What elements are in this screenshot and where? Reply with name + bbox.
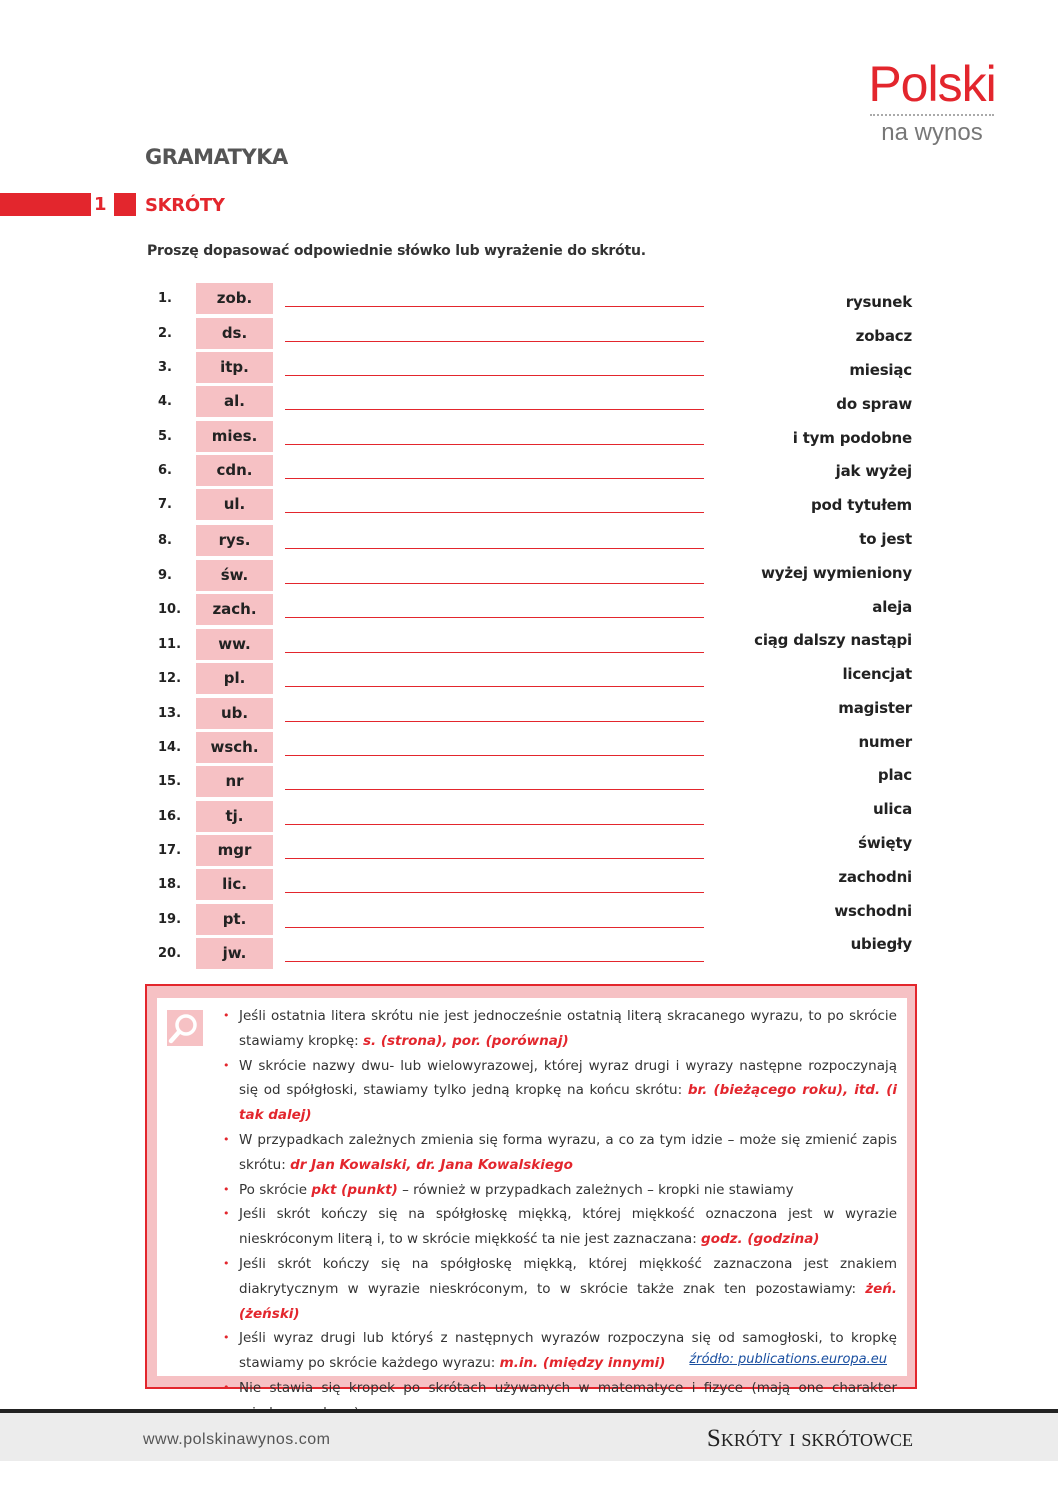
abbreviation: rys. <box>196 525 273 556</box>
answer-line[interactable] <box>285 409 704 410</box>
word-option: zachodni <box>838 868 912 886</box>
exercise-row <box>0 766 720 800</box>
word-option: numer <box>858 733 912 751</box>
word-option: wschodni <box>834 902 912 920</box>
row-number: 1. <box>158 291 172 306</box>
rule-item <box>217 1202 897 1252</box>
row-number: 15. <box>158 774 182 789</box>
rule-text: Jeśli wyraz drugi lub któryś z następnych wyrazów rozpoczyna się od samogłoski, to kropkę stawiamy po skrócie każdego wyrazu: <box>239 1330 897 1372</box>
rule-example: żeń. (żeński) <box>239 1280 897 1322</box>
rule-item <box>217 1128 897 1178</box>
exercise-row <box>0 698 720 732</box>
word-option: licencjat <box>842 665 912 683</box>
abbreviation: wsch. <box>196 732 273 763</box>
rule-item <box>217 1252 897 1326</box>
answer-line[interactable] <box>285 617 704 618</box>
exercise-row <box>0 594 720 628</box>
exercise-row <box>0 421 720 455</box>
row-number: 17. <box>158 843 182 858</box>
rule-example: pkt (punkt) <box>311 1181 398 1198</box>
abbreviation: zach. <box>196 594 273 625</box>
abbreviation: zob. <box>196 283 273 314</box>
word-option: wyżej wymieniony <box>761 564 912 582</box>
exercise-row <box>0 352 720 386</box>
answer-line[interactable] <box>285 686 704 687</box>
abbreviation: ul. <box>196 489 273 520</box>
abbreviation: itp. <box>196 352 273 383</box>
answer-line[interactable] <box>285 789 704 790</box>
answer-line[interactable] <box>285 858 704 859</box>
answer-line[interactable] <box>285 548 704 549</box>
exercise-row <box>0 386 720 420</box>
abbreviation: św. <box>196 560 273 591</box>
exercise-title: SKRÓTY <box>145 195 225 216</box>
abbreviation: pl. <box>196 663 273 694</box>
footer-title: Skróty i skrótowce <box>706 1425 913 1452</box>
answer-line[interactable] <box>285 583 704 584</box>
row-number: 4. <box>158 394 172 409</box>
answer-line[interactable] <box>285 512 704 513</box>
answer-line[interactable] <box>285 478 704 479</box>
row-number: 8. <box>158 533 172 548</box>
word-option: magister <box>838 699 912 717</box>
rule-text: Jeśli skrót kończy się na spółgłoskę miękką, której miękkość zaznaczona jest znakiem diakrytycznym w wyrazie nieskróconym, to w skrócie także znak ten pozostawiamy: <box>239 1255 897 1297</box>
section-title: GRAMATYKA <box>145 145 288 169</box>
abbreviation: al. <box>196 386 273 417</box>
row-number: 20. <box>158 946 182 961</box>
logo-divider <box>870 114 994 116</box>
rule-text-after: – również w przypadkach zależnych – kropki nie stawiamy <box>397 1181 794 1198</box>
abbreviation: cdn. <box>196 455 273 486</box>
exercise-row <box>0 801 720 835</box>
row-number: 14. <box>158 740 182 755</box>
exercise-row <box>0 525 720 559</box>
exercise-number: 1 <box>94 194 107 215</box>
word-option: ciąg dalszy nastąpi <box>754 631 912 649</box>
answer-line[interactable] <box>285 961 704 962</box>
rule-example: godz. (godzina) <box>701 1231 820 1248</box>
answer-line[interactable] <box>285 375 704 376</box>
answer-line[interactable] <box>285 755 704 756</box>
row-number: 9. <box>158 568 172 583</box>
exercise-row <box>0 869 720 903</box>
rules-box-inner <box>157 998 907 1396</box>
answer-line[interactable] <box>285 444 704 445</box>
word-option: pod tytułem <box>811 496 912 514</box>
word-option: to jest <box>859 530 912 548</box>
abbreviation: lic. <box>196 869 273 900</box>
exercise-row <box>0 455 720 489</box>
row-number: 16. <box>158 809 182 824</box>
word-option: miesiąc <box>849 361 912 379</box>
row-number: 3. <box>158 360 172 375</box>
logo-sub: na wynos <box>881 119 983 146</box>
abbreviation: ub. <box>196 698 273 729</box>
row-number: 11. <box>158 637 182 652</box>
logo-main: Polski <box>868 56 996 112</box>
rule-text: Nie stawia się kropek po skrótach używanych w matematyce i fizyce (mają one charakter <box>239 1379 897 1396</box>
rule-example: dr Jan Kowalski, dr. Jana Kowalskiego <box>290 1156 573 1173</box>
row-number: 10. <box>158 602 182 617</box>
rule-text: Po skrócie <box>239 1181 312 1198</box>
exercise-row <box>0 904 720 938</box>
abbreviation: mies. <box>196 421 273 452</box>
exercise-row <box>0 938 720 972</box>
abbreviation: ww. <box>196 629 273 660</box>
word-option: rysunek <box>845 293 912 311</box>
answer-line[interactable] <box>285 721 704 722</box>
abbreviation: pt. <box>196 904 273 935</box>
exercise-row <box>0 560 720 594</box>
answer-line[interactable] <box>285 892 704 893</box>
word-option: ubiegły <box>850 935 912 953</box>
word-option: plac <box>877 766 912 784</box>
rule-example: br. (bieżącego roku), itd. (i tak dalej) <box>239 1082 897 1124</box>
exercise-square <box>114 193 136 216</box>
row-number: 12. <box>158 671 182 686</box>
exercise-row <box>0 283 720 317</box>
rule-example: s. (strona), por. (porównaj) <box>362 1032 569 1049</box>
row-number: 2. <box>158 326 172 341</box>
rule-example: m.in. (między innymi) <box>499 1355 666 1372</box>
word-option: do spraw <box>836 395 912 413</box>
word-option: ulica <box>873 800 912 818</box>
rule-item <box>217 1054 897 1128</box>
rule-text: W skrócie nazwy dwu- lub wielowyrazowej, której wyraz drugi i wyrazy następne rozpoczynają się od spółgłoski, stawiamy tylko jedną kropkę na końcu skrótu: <box>239 1057 897 1099</box>
abbreviation: tj. <box>196 801 273 832</box>
word-option: zobacz <box>855 327 912 345</box>
abbreviation: mgr <box>196 835 273 866</box>
rules-box <box>145 984 917 1396</box>
row-number: 7. <box>158 497 172 512</box>
answer-line[interactable] <box>285 341 704 342</box>
rule-item <box>217 1178 897 1203</box>
word-option: i tym podobne <box>792 429 912 447</box>
rule-text: W przypadkach zależnych zmienia się forma wyrazu, a co za tym idzie – może się zmienić zapis skrótu: <box>239 1131 897 1173</box>
exercise-row <box>0 835 720 869</box>
row-number: 5. <box>158 429 172 444</box>
exercise-row <box>0 629 720 663</box>
row-number: 13. <box>158 706 182 721</box>
abbreviation: nr <box>196 766 273 797</box>
logo <box>862 58 1002 148</box>
answer-line[interactable] <box>285 824 704 825</box>
word-option: aleja <box>872 598 912 616</box>
row-number: 6. <box>158 463 172 478</box>
exercise-row <box>0 732 720 766</box>
footer-url[interactable]: www.polskinawynos.com <box>143 1431 331 1448</box>
rule-text: Jeśli skrót kończy się na spółgłoskę miękką, której miękkość oznaczona jest w wyrazie nieskróconym literą i, to w skrócie miękkość ta nie jest zaznaczana: <box>239 1206 897 1248</box>
rule-text: Jeśli ostatnia litera skrótu nie jest jednocześnie ostatnią literą skracanego wyrazu, to po skrócie stawiamy kropkę: <box>239 1008 897 1049</box>
source-link[interactable]: źródło: publications.europa.eu <box>689 1352 887 1367</box>
abbreviation: ds. <box>196 318 273 349</box>
exercise-row <box>0 489 720 523</box>
word-option: jak wyżej <box>835 462 912 480</box>
row-number: 19. <box>158 912 182 927</box>
row-number: 18. <box>158 877 182 892</box>
footer <box>0 1409 1058 1461</box>
exercise-row <box>0 663 720 697</box>
magnifier-icon <box>167 1010 203 1046</box>
exercise-bar <box>0 193 91 216</box>
answer-line[interactable] <box>285 652 704 653</box>
answer-line[interactable] <box>285 306 704 307</box>
abbreviation: jw. <box>196 938 273 969</box>
instruction: Proszę dopasować odpowiednie słówko lub wyrażenie do skrótu. <box>147 243 646 259</box>
answer-line[interactable] <box>285 927 704 928</box>
exercise-row <box>0 318 720 352</box>
rule-item <box>217 1004 897 1054</box>
word-option: święty <box>858 834 912 852</box>
